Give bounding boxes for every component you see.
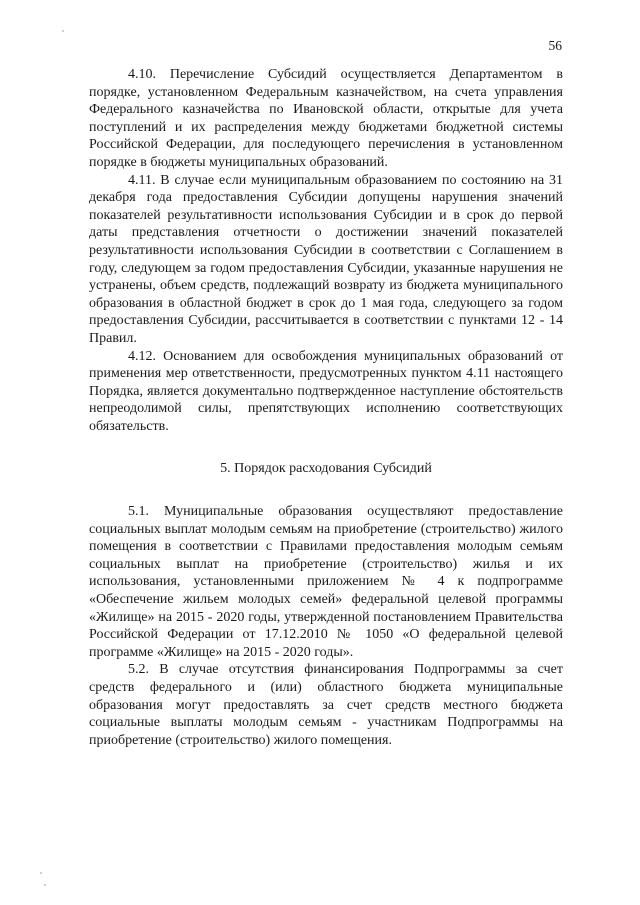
paragraph-4-11: 4.11. В случае если муниципальным образованием по состоянию на 31 декабря года предоставления Субсидии допущены нарушения значений показателей результативности использования Субсидии и в срок до первой даты представления отчетности о достижении значений показателей результативности использования Субсидии в соответствии с Соглашением в году, следующем за годом предоставления Субсидии, указанные нарушения не устранены, объем средств, подлежащий возврату из бюджета муниципального образования в областной бюджет в срок до 1 мая года, следующего за годом предоставления Субсидии, рассчитывается в соответствии с пунктами 12 - 14 Правил.: [89, 172, 563, 346]
paragraph-5-2: 5.2. В случае отсутствия финансирования Подпрограммы за счет средств федерального и (или) областного бюджета муниципальные образования могут предоставлять за счет средств местного бюджета социальные выплаты молодым семьям - участникам Подпрограммы на приобретение (строительство) жилого помещения.: [89, 662, 563, 748]
document-body: [89, 66, 563, 749]
paragraph-4-12: 4.12. Основанием для освобождения муниципальных образований от применения мер ответственности, предусмотренных пунктом 4.11 настоящего Порядка, является документально подтвержденное наступление обстоятельств непреодолимой силы, препятствующих исполнению соответствующих обязательств.: [89, 348, 563, 434]
paragraph-4-10: 4.10. Перечисление Субсидий осуществляется Департаментом в порядке, установленном Федеральным казначейством, на счета управления Федерального казначейства по Ивановской области, открытые для учета поступлений и их распределения между бюджетами бюджетной системы Российской Федерации, для последующего перечисления в установленном порядке в бюджеты муниципальных образований.: [89, 67, 563, 170]
section-heading: 5. Порядок расходования Субсидий: [220, 461, 432, 477]
scan-speck: [62, 30, 64, 32]
paragraph-5-1: 5.1. Муниципальные образования осуществляют предоставление социальных выплат молодым семьям на приобретение (строительство) жилого помещения в соответствии с Правилами предоставления молодым семьям социальных выплат на приобретение (строительство) жилья и их использования, установленными приложением № 4 к подпрограмме «Обеспечение жильем молодых семей» федеральной целевой программы «Жилище» на 2015 - 2020 годы, утвержденной постановлением Правительства Российской Федерации от 17.12.2010 № 1050 «О федеральной целевой программе «Жилище» на 2015 - 2020 годы».: [89, 504, 563, 660]
page-number: 56: [548, 38, 562, 53]
scan-speck: [40, 872, 42, 874]
scan-speck: [44, 884, 46, 886]
